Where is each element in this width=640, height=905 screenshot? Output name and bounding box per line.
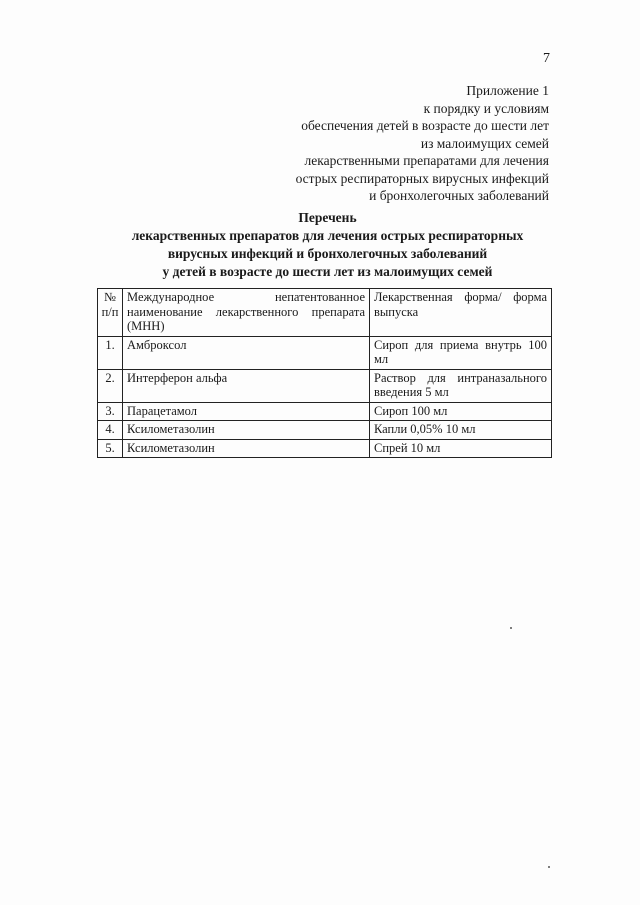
row-num: 3.: [98, 402, 123, 421]
row-name: Интерферон альфа: [123, 369, 370, 402]
scan-speck: [548, 866, 550, 868]
table-row: [98, 421, 552, 440]
header-num: № п/п: [98, 289, 123, 337]
medications-table: [97, 288, 552, 458]
row-name: Ксилометазолин: [123, 421, 370, 440]
appendix-line: из малоимущих семей: [420, 135, 549, 151]
heading-line: лекарственных препаратов для лечения острых респираторных: [131, 228, 524, 243]
table-row: [98, 336, 552, 369]
row-name: Ксилометазолин: [123, 439, 370, 458]
row-name: Парацетамол: [123, 402, 370, 421]
appendix-line: и бронхолегочных заболеваний: [369, 188, 549, 203]
header-name: Международное непатентованное наименование лекарственного препарата (МНН): [123, 289, 370, 337]
table-header-row: [98, 289, 552, 337]
appendix-line: лекарственными препаратами для лечения: [304, 153, 549, 168]
table-row: [98, 439, 552, 458]
appendix-line: обеспечения детей в возрасте до шести лет: [301, 118, 549, 133]
heading-title: Перечень: [298, 210, 357, 225]
row-num: 1.: [98, 336, 123, 369]
heading-line: вирусных инфекций и бронхолегочных заболеваний: [167, 246, 488, 261]
row-num: 4.: [98, 421, 123, 440]
row-name: Амброксол: [123, 336, 370, 369]
heading-line: у детей в возрасте до шести лет из малоимущих семей: [162, 264, 493, 279]
appendix-line: к порядку и условиям: [423, 100, 549, 116]
table-row: [98, 369, 552, 402]
row-form: Сироп 100 мл: [370, 402, 552, 421]
row-num: 2.: [98, 369, 123, 402]
row-form: Спрей 10 мл: [370, 439, 552, 458]
appendix-line: Приложение 1: [466, 83, 549, 98]
page-number: 7: [543, 51, 550, 66]
appendix-line: острых респираторных вирусных инфекций: [295, 170, 549, 186]
row-num: 5.: [98, 439, 123, 458]
row-form: Сироп для приема внутрь 100 мл: [370, 336, 552, 369]
appendix-block: [296, 82, 549, 205]
scan-speck: [510, 627, 512, 629]
table-row: [98, 402, 552, 421]
header-form: Лекарственная форма/ форма выпуска: [370, 289, 552, 337]
row-form: Капли 0,05% 10 мл: [370, 421, 552, 440]
row-form: Раствор для интраназального введения 5 мл: [370, 369, 552, 402]
document-heading: [90, 209, 565, 281]
